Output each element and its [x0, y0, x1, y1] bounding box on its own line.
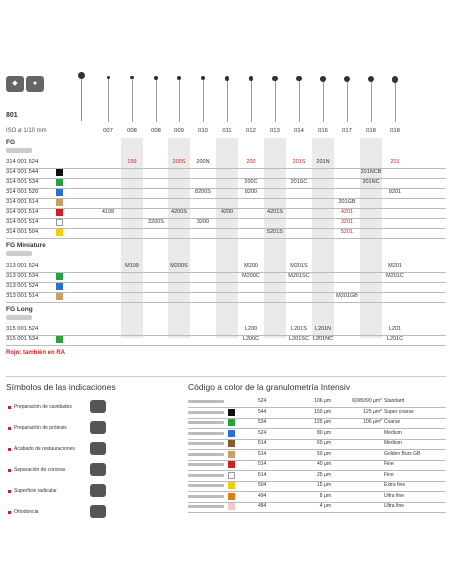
product-code: 315 001 524 — [6, 326, 39, 332]
grit-legend-row — [188, 408, 446, 417]
table-row — [6, 218, 452, 228]
grit-color-swatch — [56, 229, 63, 236]
grit-legend-row — [188, 481, 446, 490]
grit-title: Código a color de la granulometría Intensiv — [188, 382, 351, 392]
bur-shank-icon — [188, 463, 224, 466]
grit-spec: 106 µm* — [363, 419, 382, 425]
grit-micron: 60 µm — [317, 440, 331, 446]
grit-spec: 60/80/90 µm* — [352, 398, 382, 404]
grit-color-swatch — [56, 179, 63, 186]
grit-name: Coarse — [384, 419, 401, 425]
grit-code: 514 — [258, 450, 267, 457]
grit-legend-row — [188, 492, 446, 501]
section-badge-fg-long — [6, 315, 32, 320]
bur-shank — [299, 81, 300, 122]
table-row — [6, 335, 452, 345]
symbols-title: Símbolos de las indicaciones — [6, 382, 116, 392]
indication-icon — [90, 505, 106, 518]
product-code: 314 001 504 — [6, 229, 39, 235]
section-badge-fg-miniature — [6, 251, 32, 256]
table-row — [6, 272, 452, 282]
grit-name: Medium — [384, 440, 402, 446]
size-label: 012 — [246, 128, 256, 134]
symbol-label: Preparación de prótesis — [14, 425, 67, 431]
reference-cell: M201C — [386, 273, 404, 279]
reference-cell: 4199 — [101, 209, 115, 215]
table-row — [6, 208, 452, 218]
size-header-row — [0, 128, 452, 136]
reference-cell: M200 — [244, 263, 258, 269]
symbol-label: Superficie radicular — [14, 488, 57, 494]
grit-spec: 125 µm* — [363, 408, 382, 415]
grit-micron: 8 µm — [319, 492, 331, 499]
table-row — [6, 168, 452, 178]
bullet-icon — [8, 490, 11, 493]
cavity-icon: ● — [26, 76, 44, 92]
symbol-legend-item — [8, 404, 72, 410]
row-divider — [6, 345, 446, 346]
reference-cell: 201 — [390, 159, 400, 165]
row-divider — [188, 512, 446, 513]
size-label: 008 — [151, 128, 161, 134]
bur-shank-icon — [188, 432, 224, 435]
product-code: 315 001 534 — [6, 336, 39, 342]
bullet-icon — [8, 427, 11, 430]
bur-shank-icon — [188, 495, 224, 498]
grit-micron: 106 µm — [314, 398, 331, 404]
grit-code: 514 — [258, 471, 267, 478]
reference-cell: 3201 — [340, 219, 354, 225]
reference-cell: 201NC — [362, 179, 380, 185]
grit-micron: 25 µm — [317, 471, 331, 478]
grit-name: Super coarse — [384, 408, 414, 415]
grit-code: 544 — [258, 408, 267, 415]
size-label: 010 — [198, 128, 208, 134]
bur-shank-icon — [188, 505, 224, 508]
grit-name: Ultra fine — [384, 503, 405, 509]
size-label: 009 — [174, 128, 184, 134]
size-label: 018 — [390, 128, 400, 134]
indication-icon — [90, 442, 106, 455]
reference-cell: M201 — [388, 263, 402, 269]
grit-color-swatch — [56, 273, 63, 280]
bullet-icon — [8, 511, 11, 514]
table-row — [6, 228, 452, 238]
grit-name: Golden Burs GB — [384, 450, 421, 457]
product-code: 313 001 514 — [6, 293, 39, 299]
grit-name: Fine — [384, 461, 394, 467]
product-code: 314 001 514 — [6, 199, 39, 205]
reference-cell: M201S — [290, 263, 308, 269]
section-title-fg: FG — [6, 139, 16, 146]
bur-illustration — [76, 72, 86, 122]
grit-micron: 50 µm — [317, 450, 331, 457]
indication-icon — [90, 463, 106, 476]
table-row — [6, 178, 452, 188]
reference-cell: 200C — [244, 179, 258, 185]
divider — [6, 376, 446, 377]
indication-icon — [90, 484, 106, 497]
reference-cell: L201S — [291, 326, 307, 332]
grit-micron: 125 µm — [314, 419, 331, 425]
grit-name: Ultra fine — [384, 492, 405, 499]
grit-name: Fine — [384, 471, 394, 478]
product-code: 314 001 520 — [6, 189, 39, 195]
bur-shank-icon — [188, 421, 224, 424]
grit-color-swatch — [56, 189, 63, 196]
indication-icon — [90, 421, 106, 434]
grit-color-swatch — [56, 336, 63, 343]
reference-cell: M200C — [242, 273, 260, 279]
bur-shank-icon — [188, 453, 224, 456]
grit-code: 504 — [258, 482, 267, 488]
reference-cell: 200N — [196, 159, 210, 165]
bur-shank — [395, 83, 396, 122]
reference-cell: L201C — [386, 336, 404, 342]
grit-legend-row — [188, 429, 446, 438]
grit-color-swatch — [56, 169, 63, 176]
reference-cell: L201N — [314, 326, 332, 332]
bur-shank — [179, 80, 180, 122]
product-code: 313 001 534 — [6, 273, 39, 279]
iso-label: ISO ø 1/10 mm — [6, 128, 47, 134]
reference-cell: 201N — [316, 159, 330, 165]
symbol-legend-item — [8, 488, 57, 494]
size-label: 018 — [366, 128, 376, 134]
reference-cell: L200C — [242, 336, 260, 342]
reference-cell: L201NC — [312, 336, 334, 342]
table-row — [6, 262, 452, 272]
reference-cell: M201SC — [288, 273, 310, 279]
reference-cell: 200S — [172, 159, 186, 165]
table-row — [6, 292, 452, 302]
bur-shank-icon — [188, 400, 224, 403]
grit-legend-row — [188, 418, 446, 427]
symbol-label: Separación de coronas — [14, 467, 66, 473]
bur-shank — [347, 82, 348, 122]
grit-legend-row — [188, 460, 446, 469]
bullet-icon — [8, 448, 11, 451]
prosthetic-icon: ◆ — [6, 76, 24, 92]
reference-cell: 4201S — [267, 209, 283, 215]
bur-shank-icon — [188, 411, 224, 414]
size-label: 016 — [318, 128, 328, 134]
table-row — [6, 158, 452, 168]
grit-legend-row — [188, 450, 446, 459]
bullet-icon — [8, 406, 11, 409]
footnote-red: Rojo: también en RA — [6, 350, 66, 356]
section-badge-fg — [6, 148, 32, 153]
table-row — [6, 325, 452, 335]
symbol-label: Acabado de restauraciones — [14, 446, 75, 452]
reference-cell: 199 — [127, 159, 137, 165]
size-label: 017 — [342, 128, 352, 134]
grit-name: Standard — [384, 398, 405, 404]
reference-cell: 5201S — [267, 229, 283, 235]
symbol-legend-item — [8, 446, 75, 452]
grit-legend-row — [188, 397, 446, 406]
product-code: 314 001 544 — [6, 169, 39, 175]
grit-micron: 80 µm — [317, 429, 331, 436]
grit-code: 494 — [258, 492, 267, 499]
reference-cell: M199 — [125, 263, 139, 269]
grit-legend-row — [188, 439, 446, 448]
grit-color-swatch — [228, 419, 235, 426]
product-code: 314 001 534 — [6, 179, 39, 185]
reference-cell: L200 — [244, 326, 258, 332]
row-divider — [6, 302, 446, 303]
grit-micron: 4 µm — [319, 503, 331, 509]
table-row — [6, 198, 452, 208]
reference-cell: 3200S — [148, 219, 164, 225]
product-code: 314 001 514 — [6, 209, 39, 215]
grit-color-swatch — [228, 461, 235, 468]
grit-micron: 40 µm — [317, 461, 331, 467]
grit-code: 534 — [258, 419, 267, 425]
table-row — [6, 188, 452, 198]
indication-badges — [6, 76, 46, 92]
size-label: 011 — [222, 128, 232, 134]
grit-color-swatch — [228, 409, 235, 416]
bur-shank — [371, 82, 372, 122]
grit-color-swatch — [228, 472, 235, 479]
grit-color-swatch — [228, 503, 235, 510]
symbol-legend-item — [8, 509, 38, 515]
table-row — [6, 282, 452, 292]
bur-shank — [251, 81, 252, 122]
grit-color-swatch — [228, 430, 235, 437]
reference-cell: L201 — [388, 326, 402, 332]
grit-name: Extra fine — [384, 482, 406, 488]
product-code: 313 001 524 — [6, 283, 39, 289]
grit-color-swatch — [56, 293, 63, 300]
grit-code: 484 — [258, 503, 267, 509]
reference-cell: 8201 — [388, 189, 402, 195]
reference-cell: 201SC — [290, 179, 308, 185]
size-label: 008 — [127, 128, 137, 134]
indication-icon — [90, 400, 106, 413]
grit-legend-row — [188, 502, 446, 511]
row-divider — [6, 238, 446, 239]
reference-cell: 200 — [246, 159, 256, 165]
reference-cell: 201NCB — [360, 169, 382, 175]
grit-color-swatch — [228, 493, 235, 500]
bur-shank — [156, 80, 157, 122]
reference-cell: 4200 — [220, 209, 234, 215]
bur-shank — [323, 82, 324, 122]
bur-shank-icon — [188, 474, 224, 477]
bur-shank-icon — [188, 484, 224, 487]
reference-cell: 4201 — [340, 209, 354, 215]
size-label: 013 — [270, 128, 280, 134]
reference-cell: 201GB — [338, 199, 356, 205]
grit-code: 524 — [258, 429, 267, 436]
reference-cell: 3200 — [196, 219, 210, 225]
bur-shank — [275, 81, 276, 122]
grit-code: 514 — [258, 461, 267, 467]
bur-shank — [108, 79, 109, 122]
symbol-label: Preparación de cavidades — [14, 404, 72, 410]
grit-name: Medium — [384, 429, 402, 436]
bur-shank-icon — [188, 442, 224, 445]
grit-color-swatch — [228, 451, 235, 458]
grit-color-swatch — [56, 283, 63, 290]
product-code: 314 001 514 — [6, 219, 39, 225]
grit-micron: 150 µm — [314, 408, 331, 415]
grit-code: 514 — [258, 440, 267, 446]
symbol-legend-item — [8, 425, 67, 431]
grit-color-swatch — [228, 440, 235, 447]
grit-color-swatch — [56, 209, 63, 216]
grit-color-swatch — [228, 482, 235, 489]
reference-cell: 4200S — [171, 209, 187, 215]
reference-cell: M201GB — [336, 293, 358, 299]
bur-head-icon — [392, 76, 399, 83]
reference-cell: 201S — [292, 159, 306, 165]
grit-code: 524 — [258, 398, 267, 404]
grit-color-swatch — [56, 219, 63, 226]
reference-cell: M200S — [170, 263, 188, 269]
bur-shank — [132, 79, 133, 122]
bur-shank — [203, 80, 204, 122]
grit-micron: 15 µm — [317, 482, 331, 488]
model-number: 801 — [6, 112, 18, 119]
section-title-fg-long: FG Long — [6, 306, 33, 313]
size-label: 014 — [294, 128, 304, 134]
bur-shank — [227, 81, 228, 123]
bullet-icon — [8, 469, 11, 472]
reference-cell: 5201 — [340, 229, 354, 235]
reference-cell: L201SC — [289, 336, 309, 342]
symbol-legend-item — [8, 467, 65, 473]
section-title-fg-miniature: FG Miniature — [6, 242, 46, 249]
product-code: 314 001 524 — [6, 159, 39, 165]
grit-color-swatch — [56, 199, 63, 206]
reference-cell: 8200S — [195, 189, 211, 195]
product-code: 313 001 524 — [6, 263, 39, 269]
reference-cell: 8200 — [244, 189, 258, 195]
symbol-label: Ortodoncia — [14, 509, 39, 515]
grit-legend-row — [188, 471, 446, 480]
size-label: 007 — [103, 128, 113, 134]
